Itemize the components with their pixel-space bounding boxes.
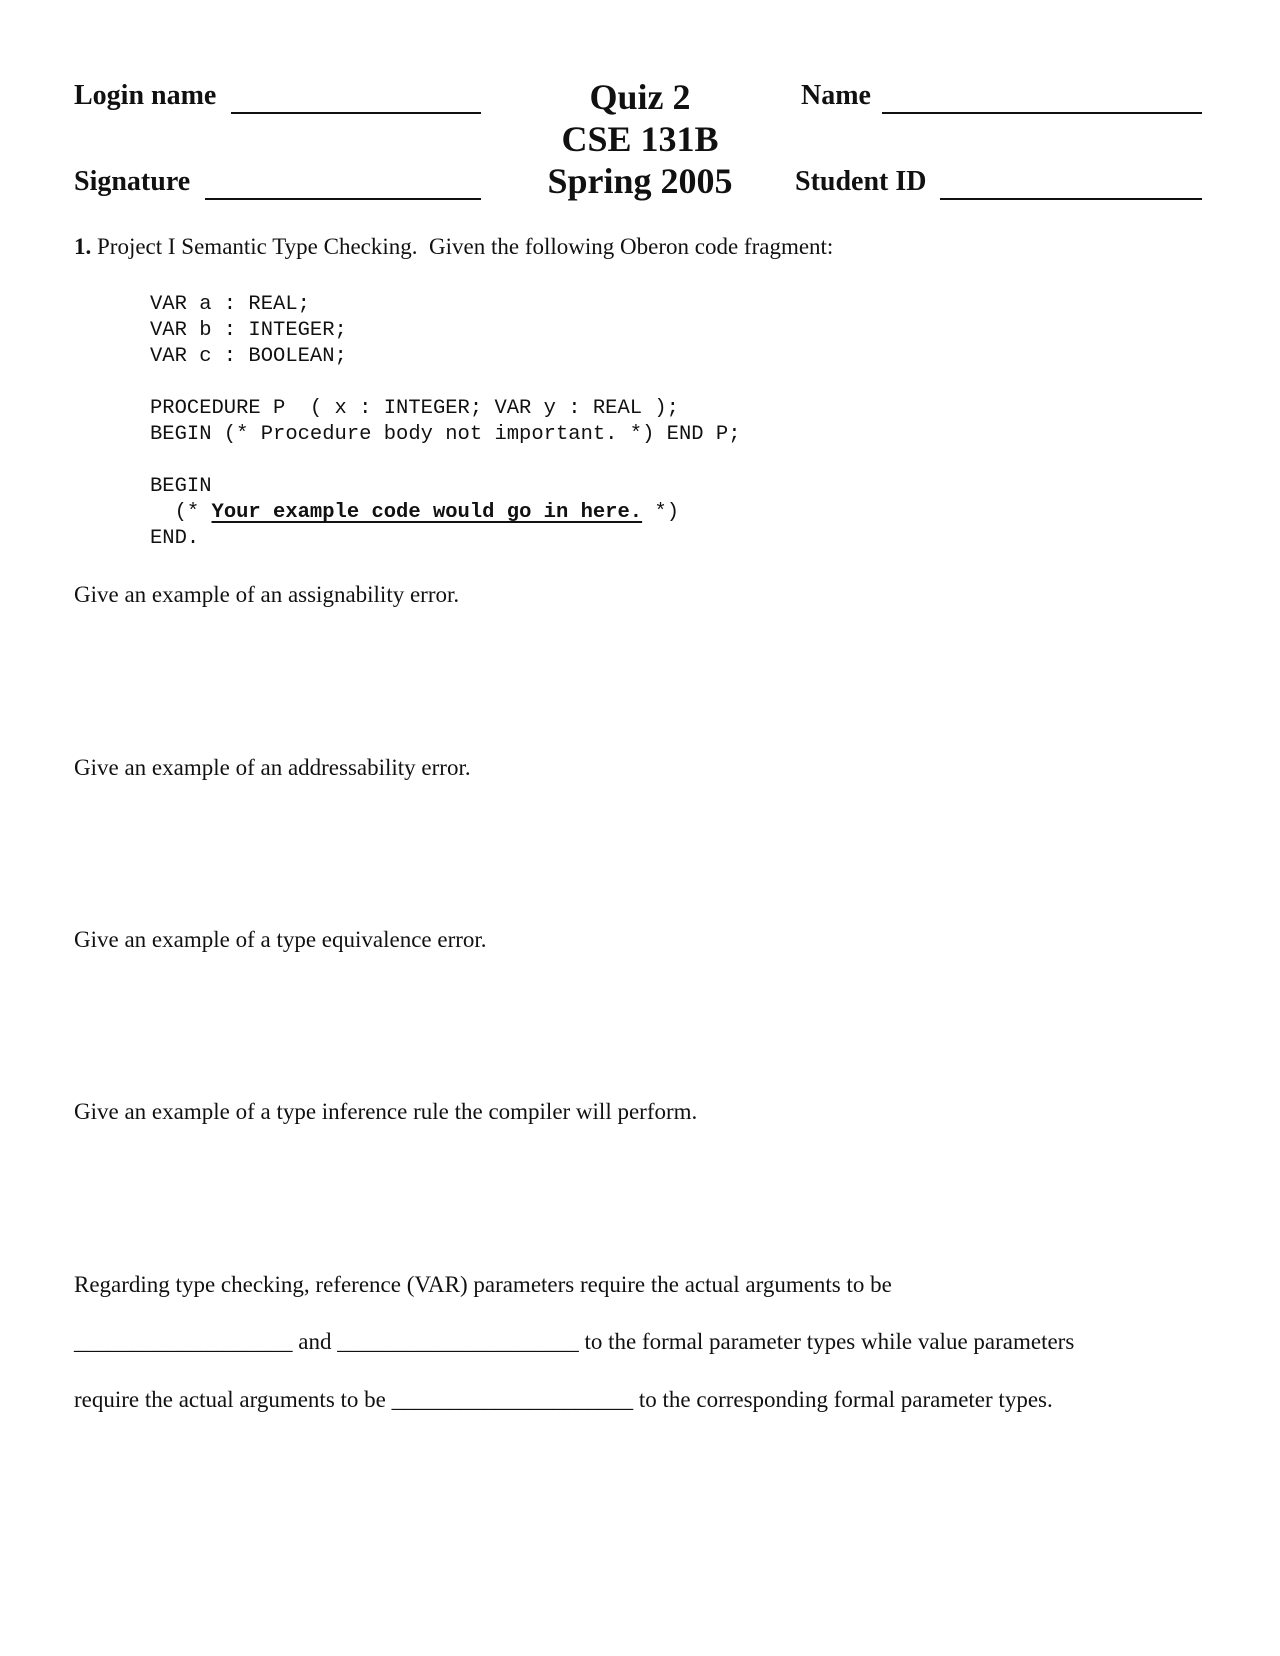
question-1: [74, 234, 833, 260]
blank-3[interactable]: _____________________: [391, 1387, 634, 1412]
blank-1[interactable]: ___________________: [74, 1329, 293, 1354]
code-line: VAR a : REAL;: [150, 293, 310, 316]
answer-area-type-inference[interactable]: [74, 1137, 1204, 1257]
code-line: END.: [150, 527, 200, 550]
answer-area-addressability[interactable]: [74, 793, 1204, 913]
course-title: CSE 131B: [561, 119, 719, 159]
fill-in-text: require the actual arguments to be: [74, 1387, 392, 1412]
question-number: 1.: [74, 234, 92, 259]
student-id-label: Student ID: [795, 166, 927, 197]
fill-in-line-1: Regarding type checking, reference (VAR) parameters require the actual arguments to be: [74, 1272, 892, 1297]
part-type-equivalence: Give an example of a type equivalence error.: [74, 927, 487, 952]
login-name-field[interactable]: [231, 112, 481, 114]
answer-area-assignability[interactable]: [74, 620, 1204, 740]
example-code-placeholder: Your example code would go in here.: [211, 501, 643, 524]
signature-field[interactable]: [205, 198, 481, 200]
and-text: and: [292, 1329, 338, 1354]
signature-label: Signature: [74, 166, 191, 197]
question-prompt: Project I Semantic Type Checking. Given the following Oberon code fragment:: [97, 234, 834, 259]
fill-in-line-2: [74, 1329, 1074, 1355]
part-assignability: Give an example of an assignability error.: [74, 582, 460, 607]
code-line: BEGIN (* Procedure body not important. *) END P;: [150, 423, 741, 446]
code-line: VAR c : BOOLEAN;: [150, 345, 347, 368]
part-addressability: Give an example of an addressability error.: [74, 755, 471, 780]
blank-2[interactable]: _____________________: [337, 1329, 579, 1354]
answer-area-type-equivalence[interactable]: [74, 965, 1204, 1085]
fill-in-text: to the corresponding formal parameter types.: [633, 1387, 1053, 1412]
term-title: Spring 2005: [547, 161, 733, 201]
name-label: Name: [801, 80, 871, 111]
login-name-label: Login name: [74, 80, 217, 111]
fill-in-line-3: [74, 1387, 1053, 1413]
code-line-example: [150, 501, 679, 524]
code-line: BEGIN: [150, 475, 212, 498]
quiz-title: Quiz 2: [589, 77, 691, 117]
code-line: VAR b : INTEGER;: [150, 319, 347, 342]
student-id-field[interactable]: [940, 198, 1202, 200]
code-line: PROCEDURE P ( x : INTEGER; VAR y : REAL );: [150, 397, 679, 420]
comment-close: *): [642, 501, 679, 524]
fill-in-text: to the formal parameter types while value parameters: [578, 1329, 1075, 1354]
part-type-inference: Give an example of a type inference rule the compiler will perform.: [74, 1099, 698, 1124]
name-field[interactable]: [882, 112, 1202, 114]
comment-open: (*: [150, 501, 212, 524]
